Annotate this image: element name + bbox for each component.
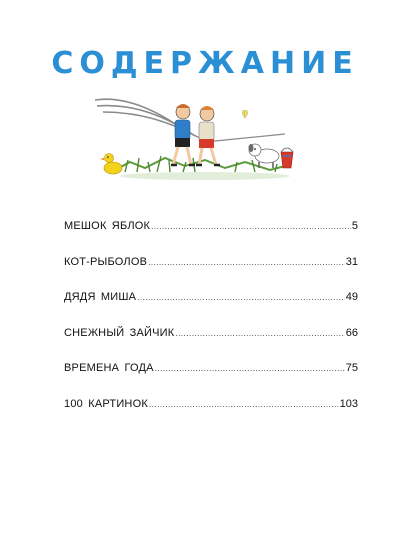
toc-entry-page: 66 [345,326,358,339]
toc-entry-vremena-goda[interactable] [64,362,358,380]
toc-entry-kot-rybolov[interactable] [64,256,358,274]
toc-dot-leader [155,364,345,373]
toc-entry-title: МЕШОК ЯБЛОК [64,220,151,232]
toc-entry-title: 100 КАРТИНОК [64,397,148,410]
toc-entry-page: 49 [345,291,358,303]
toc-entry-title: КОТ-РЫБОЛОВ [64,255,148,268]
boy-right [196,106,220,165]
toc-entry-title: СНЕЖНЫЙ ЗАЙЧИК [64,326,175,339]
toc-entry-snezhny-zaychik[interactable] [64,327,358,345]
toc-dot-leader [148,258,345,267]
toc-dot-leader [151,222,351,231]
toc-dot-leader [175,329,344,338]
toc-entry-page: 103 [339,397,358,410]
toc-entry-title: ДЯДЯ МИША [64,291,137,303]
fishing-boys-illustration [95,92,305,184]
toc-entry-page: 5 [351,220,358,232]
duck-icon [100,154,122,175]
butterfly-icon [242,110,248,118]
toc-entry-100-kartinok[interactable] [64,398,358,416]
toc-entry-page: 31 [345,255,358,268]
toc-dot-leader [137,293,345,302]
toc-entry-meshok-yablok[interactable] [64,220,358,238]
toc-entry-page: 75 [345,362,358,374]
toc-dot-leader [149,400,339,409]
toc-entry-title: ВРЕМЕНА ГОДА [64,362,154,374]
table-of-contents [64,220,358,433]
toc-entry-dyadya-misha[interactable] [64,291,358,309]
page-title: СОДЕРЖАНИЕ [51,46,359,81]
bucket-icon [281,148,293,168]
